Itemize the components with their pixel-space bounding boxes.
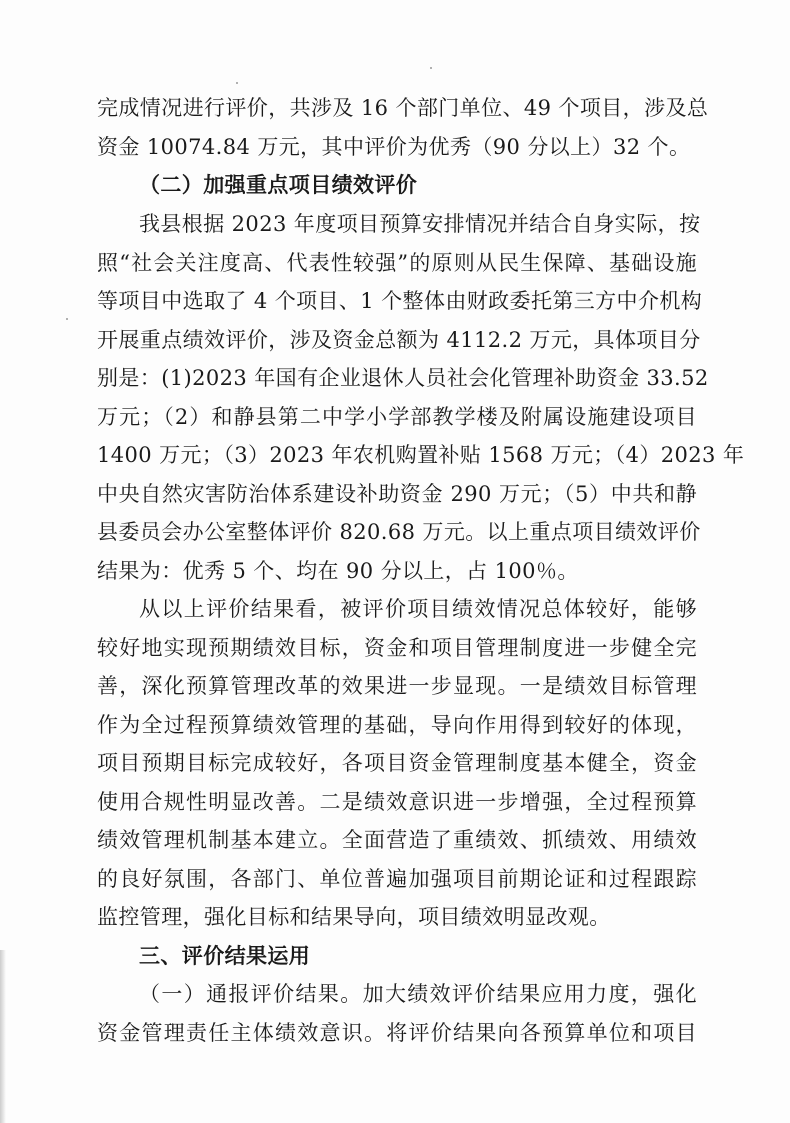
text-line: 结果为：优秀 5 个、均在 90 分以上，占 100％。: [97, 559, 579, 583]
text-line: 作为全过程预算绩效管理的基础，导向作用得到较好的体现，: [97, 713, 697, 737]
text-line: 较好地实现预期绩效目标，资金和项目管理制度进一步健全完: [97, 636, 697, 660]
section-heading: （二）加强重点项目绩效评价: [139, 172, 418, 197]
text-line: 别是：(1)2023 年国有企业退休人员社会化管理补助资金 33.52: [97, 366, 709, 390]
text-line: 从以上评价结果看，被评价项目绩效情况总体较好，能够: [139, 597, 697, 621]
text-line: 照“社会关注度高、代表性较强”的原则从民生保障、基础设施: [97, 251, 697, 275]
text-line: 万元；（2）和静县第二中学小学部教学楼及附属设施建设项目: [97, 405, 697, 429]
text-line: 县委员会办公室整体评价 820.68 万元。以上重点项目绩效评价: [97, 520, 701, 544]
text-line: 监控管理，强化目标和结果导向，项目绩效明显改观。: [97, 905, 611, 929]
scan-speck: [66, 318, 68, 320]
section-heading: 三、评价结果运用: [139, 943, 311, 968]
text-line: 1400 万元；（3）2023 年农机购置补贴 1568 万元；（4）2023 年: [97, 443, 745, 467]
scan-edge-shadow: [0, 950, 6, 1123]
text-line: 善，深化预算管理改革的效果进一步显现。一是绩效目标管理: [97, 674, 697, 698]
text-line: 资金 10074.84 万元，其中评价为优秀（90 分以上）32 个。: [97, 135, 691, 159]
text-line: 我县根据 2023 年度项目预算安排情况并结合自身实际，按: [139, 212, 701, 236]
text-line: 的良好氛围，各部门、单位普遍加强项目前期论证和过程跟踪: [97, 867, 697, 891]
text-line: 项目预期目标完成较好，各项目资金管理制度基本健全，资金: [97, 751, 697, 775]
text-line: （一）通报评价结果。加大绩效评价结果应用力度，强化: [139, 982, 697, 1006]
text-line: 绩效管理机制基本建立。全面营造了重绩效、抓绩效、用绩效: [97, 828, 697, 852]
text-line: 中央自然灾害防治体系建设补助资金 290 万元；（5）中共和静: [97, 482, 697, 506]
text-line: 使用合规性明显改善。二是绩效意识进一步增强，全过程预算: [97, 790, 697, 814]
text-line: 等项目中选取了 4 个项目、1 个整体由财政委托第三方中介机构: [97, 289, 703, 313]
text-line: 完成情况进行评价，共涉及 16 个部门单位、49 个项目，涉及总: [97, 96, 709, 120]
scan-speck: [430, 67, 432, 69]
text-line: 开展重点绩效评价，涉及资金总额为 4112.2 万元，具体项目分: [97, 328, 701, 352]
text-line: 资金管理责任主体绩效意识。将评价结果向各预算单位和项目: [97, 1021, 697, 1045]
scan-speck: [236, 82, 238, 84]
